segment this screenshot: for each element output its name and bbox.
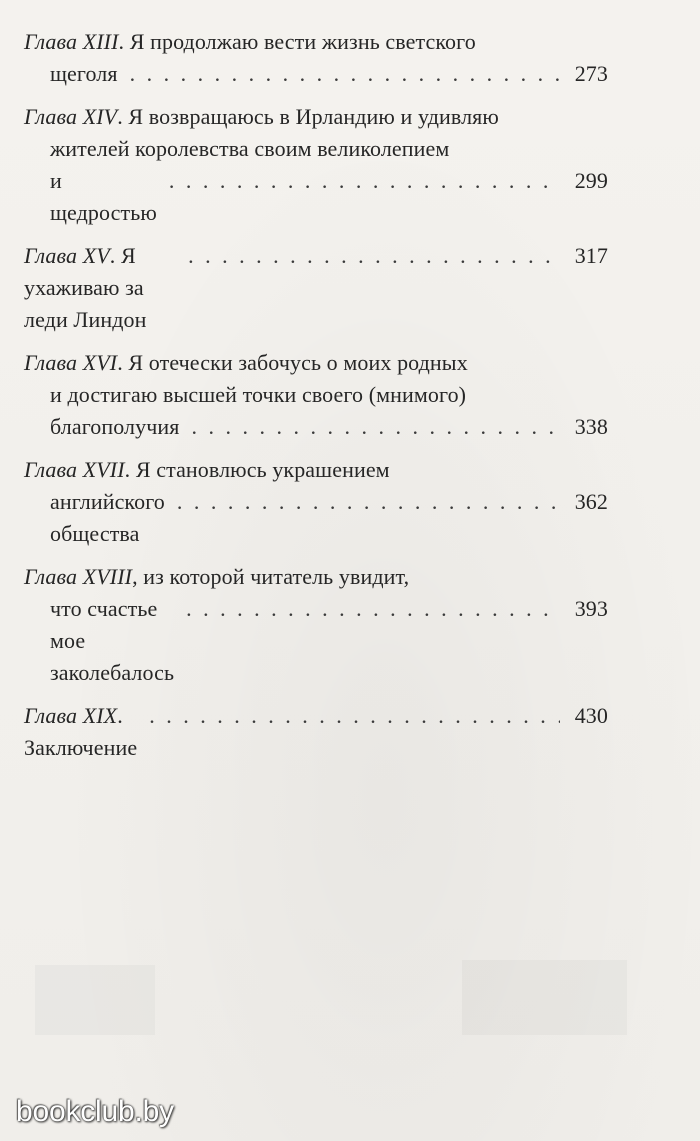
chapter-number: Глава XVIII xyxy=(24,564,133,589)
toc-entry-first-line: Глава XVIII, из которой читатель увидит, xyxy=(24,564,410,589)
chapter-title: благополучия xyxy=(50,414,180,439)
toc-entry-last-line xyxy=(24,486,608,550)
toc-entry-last-line xyxy=(24,593,608,689)
watermark-text: bookclub.by xyxy=(16,1095,174,1128)
toc-entry[interactable] xyxy=(24,561,608,689)
dot-leader xyxy=(149,700,560,732)
show-through-shadow xyxy=(35,965,155,1035)
toc-entry-last-line xyxy=(24,165,608,229)
chapter-title: Я ухаживаю за леди Линдон xyxy=(24,243,147,332)
show-through-shadow xyxy=(462,960,627,1035)
chapter-title: Я продолжаю вести жизнь светского xyxy=(129,29,476,54)
chapter-number: Глава XVII xyxy=(24,457,125,482)
dot-leader xyxy=(130,58,560,90)
toc-entry[interactable] xyxy=(24,700,608,764)
page-number: 393 xyxy=(574,596,608,621)
chapter-title: из которой читатель увидит, xyxy=(143,564,410,589)
page-number: 362 xyxy=(574,489,608,514)
toc-entry-first-line: Глава XVI. Я отечески забочусь о моих родных xyxy=(24,350,468,375)
toc-entry-last-line xyxy=(24,411,608,443)
chapter-number: Глава XVI xyxy=(24,350,118,375)
table-of-contents xyxy=(24,26,608,775)
chapter-title: Я возвращаюсь в Ирландию и удивляю xyxy=(128,104,499,129)
chapter-title: что счастье мое заколебалось xyxy=(50,596,175,685)
toc-entry-first-line: Глава XIII. Я продолжаю вести жизнь светского xyxy=(24,29,476,54)
toc-entry-last-line xyxy=(24,58,608,90)
dot-leader xyxy=(186,593,560,625)
chapter-title: Я отечески забочусь о моих родных xyxy=(128,350,468,375)
chapter-number: Глава XIV xyxy=(24,104,118,129)
toc-entry-first-line: Глава XVII. Я становлюсь украшением xyxy=(24,457,390,482)
dot-leader xyxy=(191,411,560,443)
chapter-title: Я становлюсь украшением xyxy=(135,457,390,482)
page-number: 338 xyxy=(574,414,608,439)
page-number: 317 xyxy=(574,243,608,268)
toc-entry-last-line: Глава XV. Я ухаживаю за леди Линдон . . . 317 xyxy=(24,240,608,336)
chapter-title: английского общества xyxy=(50,489,165,546)
toc-entry[interactable] xyxy=(24,240,608,336)
toc-entry-first-line: Глава XIV. Я возвращаюсь в Ирландию и удивляю xyxy=(24,104,499,129)
chapter-number: Глава XIX xyxy=(24,703,118,728)
toc-entry-last-line: Глава XIX. Заключение . . . 430 xyxy=(24,700,608,764)
toc-entry[interactable] xyxy=(24,101,608,229)
page-number: 273 xyxy=(574,61,608,86)
dot-leader xyxy=(177,486,560,518)
chapter-title: щеголя xyxy=(50,61,118,86)
chapter-title: и щедростью xyxy=(50,168,157,225)
page-number: 430 xyxy=(574,703,608,728)
toc-entry[interactable] xyxy=(24,454,608,550)
chapter-title: Заключение xyxy=(24,735,138,760)
toc-entry[interactable] xyxy=(24,26,608,90)
chapter-number: Глава XIII xyxy=(24,29,119,54)
chapter-title: жителей королевства своим великолепием xyxy=(50,136,450,161)
chapter-title: и достигаю высшей точки своего (мнимого) xyxy=(50,382,467,407)
page-number: 299 xyxy=(574,168,608,193)
dot-leader xyxy=(188,240,560,272)
dot-leader xyxy=(169,165,560,197)
toc-entry[interactable] xyxy=(24,347,608,443)
chapter-number: Глава XV xyxy=(24,243,110,268)
